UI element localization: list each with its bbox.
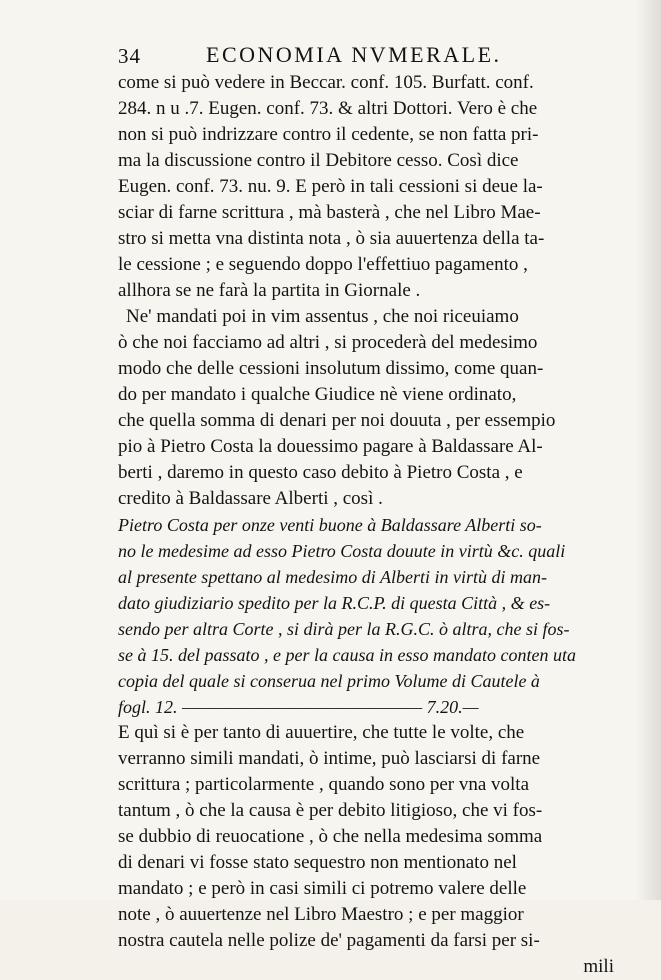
text-line: di denari vi fosse stato sequestro non mentionato nel <box>118 852 517 873</box>
entry-line: no le medesime ad esso Pietro Costa douute in virtù &c. quali <box>118 541 566 561</box>
text-line: tantum , ò che la causa è per debito litigioso, che vi fos- <box>118 800 543 821</box>
text-line: mili <box>583 956 614 977</box>
text-line: verranno simili mandati, ò intime, può lasciarsi di farne <box>118 748 541 769</box>
text-line: non si può indrizzare contro il cedente, se non fatta pri- <box>118 124 539 145</box>
text-line: sciar di farne scrittura , mà basterà , che nel Libro Mae- <box>118 202 541 223</box>
paragraph-3 <box>118 720 618 980</box>
entry-line: sendo per altra Corte , si dirà per la R.G.C. ò altra, che si fos- <box>118 619 570 639</box>
text-line: mandato ; e però in casi simili ci potremo valere delle <box>118 878 527 899</box>
text-line: se dubbio di reuocatione , ò che nella medesima somma <box>118 826 543 847</box>
running-title: ECONOMIA NVMERALE. <box>206 42 502 67</box>
text-line: berti , daremo in questo caso debito à Pietro Costa , e <box>118 462 523 483</box>
journal-entry <box>118 512 618 720</box>
text-line: ma la discussione contro il Debitore cesso. Così dice <box>118 150 519 171</box>
text-line: credito à Baldassare Alberti , così . <box>118 488 383 509</box>
text-line: Eugen. conf. 73. nu. 9. E però in tali cessioni si deue la- <box>118 176 543 197</box>
text-line: le cessione ; e seguendo doppo l'effettiuo pagamento , <box>118 254 528 275</box>
text-line: do per mandato i qualche Giudice nè viene ordinato, <box>118 384 517 405</box>
entry-line: dato giudiziario spedito per la R.C.P. di questa Città , & es- <box>118 593 551 613</box>
text-line: modo che delle cessioni insolutum dissimo, come quan- <box>118 358 544 379</box>
paragraph-1 <box>118 70 618 304</box>
text-line: Ne' mandati poi in vim assentus , che noi riceuiamo <box>126 306 519 327</box>
page-edge-shadow <box>635 0 661 900</box>
running-head <box>118 42 618 70</box>
text-line: pio à Pietro Costa la douessimo pagare à Baldassare Al- <box>118 436 543 457</box>
entry-line: copia del quale si conserua nel primo Volume di Cautele à <box>118 671 540 691</box>
page-number: 34 <box>118 44 141 68</box>
entry-line: se à 15. del passato , e per la causa in esso mandato conten uta <box>118 645 576 665</box>
text-line: allhora se ne farà la partita in Giornale . <box>118 280 421 301</box>
text-block <box>118 70 618 980</box>
text-line: note , ò auuertenze nel Libro Maestro ; e per maggior <box>118 904 524 925</box>
paragraph-2 <box>118 304 618 512</box>
text-line: come si può vedere in Beccar. conf. 105. Burfatt. conf. <box>118 72 534 93</box>
entry-line: Pietro Costa per onze venti buone à Baldassare Alberti so- <box>118 515 542 535</box>
text-line: E quì si è per tanto di auuertire, che tutte le volte, che <box>118 722 525 743</box>
text-line: 284. n u .7. Eugen. conf. 73. & altri Dottori. Vero è che <box>118 98 538 119</box>
text-line: che quella somma di denari per noi douuta , per essempio <box>118 410 556 431</box>
text-line: nostra cautela nelle polize de' pagamenti da farsi per si- <box>118 930 540 951</box>
text-line: stro si metta vna distinta nota , ò sia auuertenza della ta- <box>118 228 545 249</box>
entry-line: fogl. 12. ——————————————— 7.20.— <box>118 697 479 717</box>
text-line: ò che noi facciamo ad altri , si procederà del medesimo <box>118 332 538 353</box>
text-line: scrittura ; particolarmente , quando sono per vna volta <box>118 774 530 795</box>
entry-line: al presente spettano al medesimo di Alberti in virtù di man- <box>118 567 547 587</box>
